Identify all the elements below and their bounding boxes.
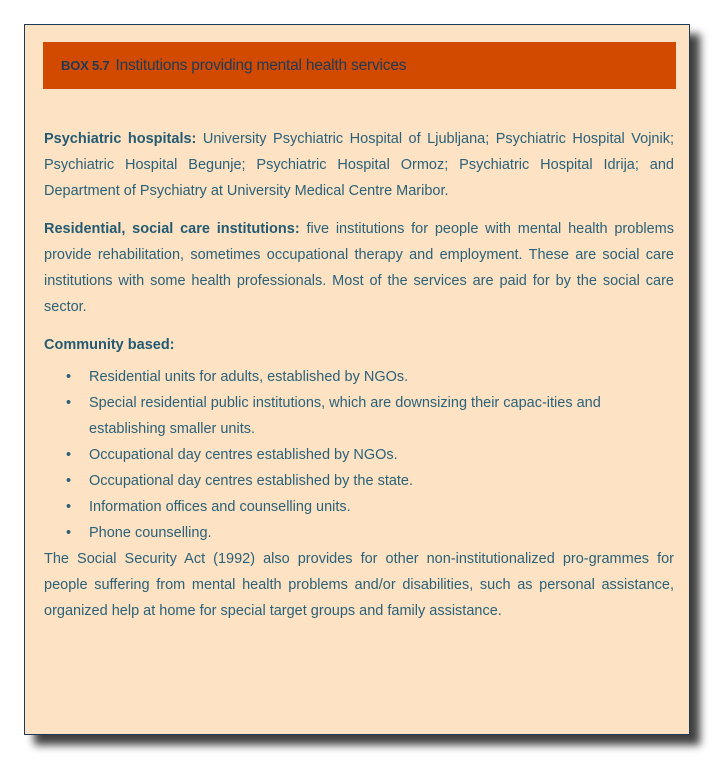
list-item-text: Residential units for adults, established by NGOs. — [89, 369, 409, 385]
info-box — [24, 24, 690, 735]
closing-paragraph: The Social Security Act (1992) also provides for other non-institutionalized pro-grammes for people suffering from mental health problems and/or disabilities, such as personal assistance, organized help at home for special target groups and family assistance. — [44, 551, 674, 619]
bullet-icon: • — [66, 473, 72, 489]
psychiatric-hospitals-paragraph — [44, 126, 674, 204]
list-item — [44, 520, 674, 546]
box-header — [43, 42, 676, 89]
bullet-icon: • — [66, 395, 72, 411]
residential-text: five institutions for people with mental health problems provide rehabilitation, sometimes occupational therapy and employment. These are social care institutions with some health professionals. Most of the services are paid for by the social care sector. — [44, 221, 674, 315]
list-item — [44, 494, 674, 520]
list-item — [44, 442, 674, 468]
community-heading: Community based: — [44, 337, 175, 353]
bullet-icon: • — [66, 499, 72, 515]
bullet-icon: • — [66, 447, 72, 463]
list-item-text: Occupational day centres established by the state. — [89, 473, 414, 489]
bullet-icon: • — [66, 369, 72, 385]
list-item — [44, 364, 674, 390]
box-number: BOX 5.7 — [61, 58, 110, 73]
community-list — [44, 364, 674, 546]
list-item-text: Information offices and counselling units. — [89, 499, 351, 515]
list-item-text: Phone counselling. — [89, 525, 212, 541]
list-item-text: Occupational day centres established by NGOs. — [89, 447, 398, 463]
bullet-icon: • — [66, 525, 72, 541]
residential-label: Residential, social care institutions: — [44, 221, 300, 237]
box-content — [44, 126, 674, 636]
psychiatric-hospitals-text: University Psychiatric Hospital of Ljubljana; Psychiatric Hospital Vojnik; Psychiatric Hospital Begunje; Psychiatric Hospital Ormoz; Psychiatric Hospital Idrija; and Department of Psychiatry at University Medical Centre Maribor. — [44, 131, 674, 199]
list-item — [44, 390, 674, 442]
box-title: Institutions providing mental health services — [115, 56, 407, 74]
list-item — [44, 468, 674, 494]
psychiatric-hospitals-label: Psychiatric hospitals: — [44, 131, 197, 147]
residential-paragraph — [44, 216, 674, 320]
list-item-text: Special residential public institutions, which are downsizing their capac-ities and establishing smaller units. — [89, 395, 601, 437]
